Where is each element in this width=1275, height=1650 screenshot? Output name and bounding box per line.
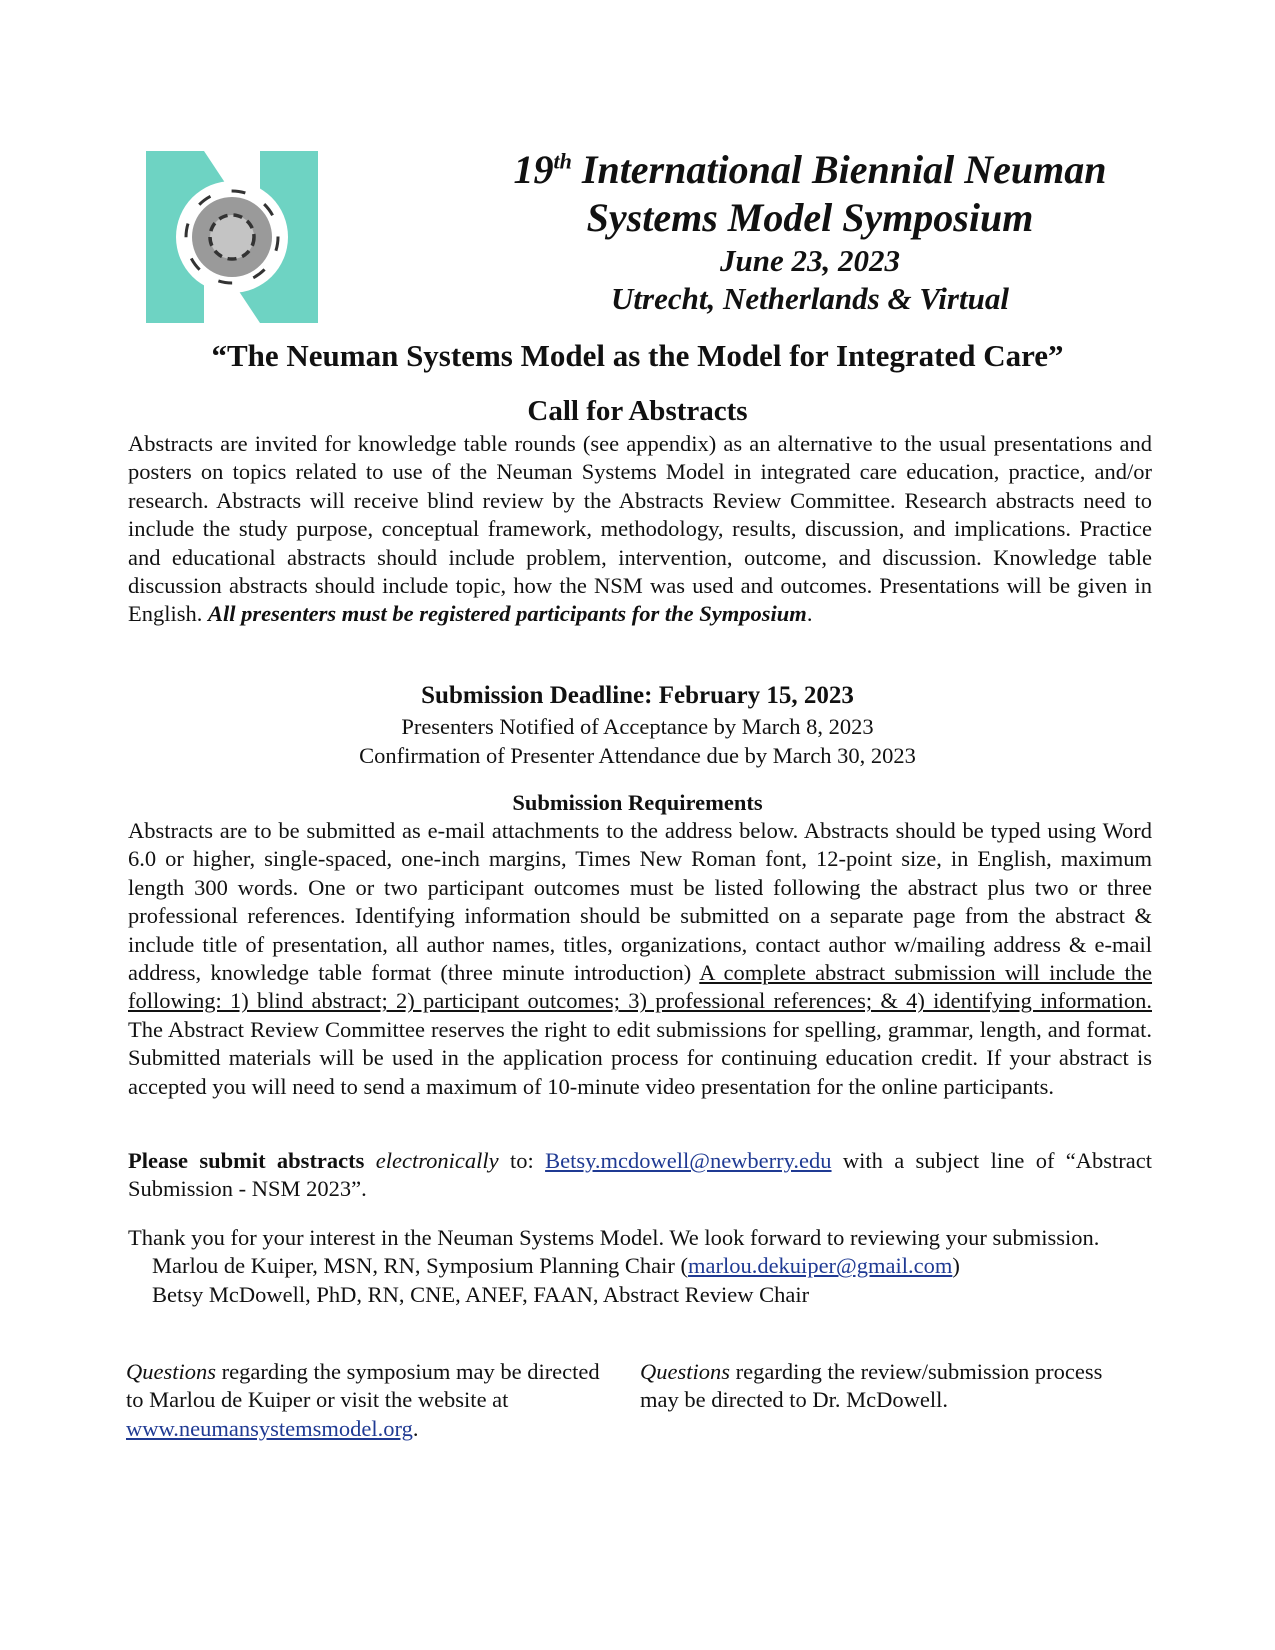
confirmation-date: Confirmation of Presenter Attendance due by March 30, 2023 xyxy=(359,743,916,768)
requirements-paragraph: Abstracts are to be submitted as e-mail attachments to the address below. Abstracts should be typed using Word 6.0 or higher, single-spaced, one-inch margins, Times New Roman font, 12-point size, in English, maximum length 300 words. One or two participant outcomes must be listed following the abstract plus two or three professional references. Identifying information should be submitted on a separate page from the abstract & include title of presentation, all author names, titles, organizations, contact author w/mailing address & e-mail address, knowledge table format (three minute introduction) A complete abstract submission will include the following: 1) blind abstract; 2) participant outcomes; 3) professional references; & 4) identifying information. The Abstract Review Committee reserves the right to edit submissions for spelling, grammar, length, and format. Submitted materials will be used in the application process for continuing education credit. If your abstract is accepted you will need to send a maximum of 10-minute video presentation for the online participants. xyxy=(128,818,1153,1099)
thank-you-text: Thank you for your interest in the Neuman Systems Model. We look forward to reviewing your submission. xyxy=(128,1225,1100,1250)
event-header xyxy=(440,146,1180,318)
website-link[interactable]: www.neumansystemsmodel.org xyxy=(126,1415,413,1441)
deadline-block xyxy=(0,680,1275,770)
presenter-registration-note: All presenters must be registered participants for the Symposium xyxy=(208,601,807,627)
call-for-abstracts-title: Call for Abstracts xyxy=(527,395,748,427)
requirements-heading: Submission Requirements xyxy=(512,790,763,815)
event-title-line1: 19th International Biennial Neuman xyxy=(513,147,1107,192)
submission-email-link[interactable]: Betsy.mcdowell@newberry.edu xyxy=(545,1148,832,1173)
planning-chair-signature: Marlou de Kuiper, MSN, RN, Symposium Planning Chair (marlou.dekuiper@gmail.com) xyxy=(152,1253,960,1279)
event-title-line2: Systems Model Symposium xyxy=(586,195,1034,240)
submission-instructions: Please submit abstracts electronically to: Betsy.mcdowell@newberry.edu with a subject line of “Abstract Submission - NSM 2023”. xyxy=(128,1148,1152,1202)
closing-block xyxy=(128,1224,1152,1309)
planning-chair-email-link[interactable]: marlou.dekuiper@gmail.com xyxy=(687,1253,953,1279)
submission-deadline: Submission Deadline: February 15, 2023 xyxy=(421,682,854,709)
notification-date: Presenters Notified of Acceptance by March 8, 2023 xyxy=(401,714,874,739)
review-chair-signature: Betsy McDowell, PhD, RN, CNE, ANEF, FAAN, Abstract Review Chair xyxy=(152,1281,810,1307)
symposium-theme: “The Neuman Systems Model as the Model for Integrated Care” xyxy=(211,338,1064,373)
questions-symposium: Questions regarding the symposium may be directed to Marlou de Kuiper or visit the website at www.neumansystemsmodel.org. xyxy=(126,1359,600,1441)
questions-review: Questions regarding the review/submission process may be directed to Dr. McDowell. xyxy=(640,1359,1103,1413)
event-date: June 23, 2023 xyxy=(720,243,900,278)
symposium-logo xyxy=(146,151,318,323)
intro-paragraph: Abstracts are invited for knowledge table rounds (see appendix) as an alternative to the usual presentations and posters on topics related to use of the Neuman Systems Model in integrated care education, practice, and/or research. Abstracts will receive blind review by the Abstracts Review Committee. Research abstracts need to include the study purpose, conceptual framework, methodology, results, discussion, and implications. Practice and educational abstracts should include problem, intervention, outcome, and discussion. Knowledge table discussion abstracts should include topic, how the NSM was used and outcomes. Presentations will be given in English. All presenters must be registered participants for the Symposium. xyxy=(128,431,1152,627)
event-location: Utrecht, Netherlands & Virtual xyxy=(611,281,1009,316)
complete-submission-note: A complete abstract submission will include the following: 1) blind abstract; 2) participant outcomes; 3) professional references; & 4) identifying information. xyxy=(128,960,1153,1014)
